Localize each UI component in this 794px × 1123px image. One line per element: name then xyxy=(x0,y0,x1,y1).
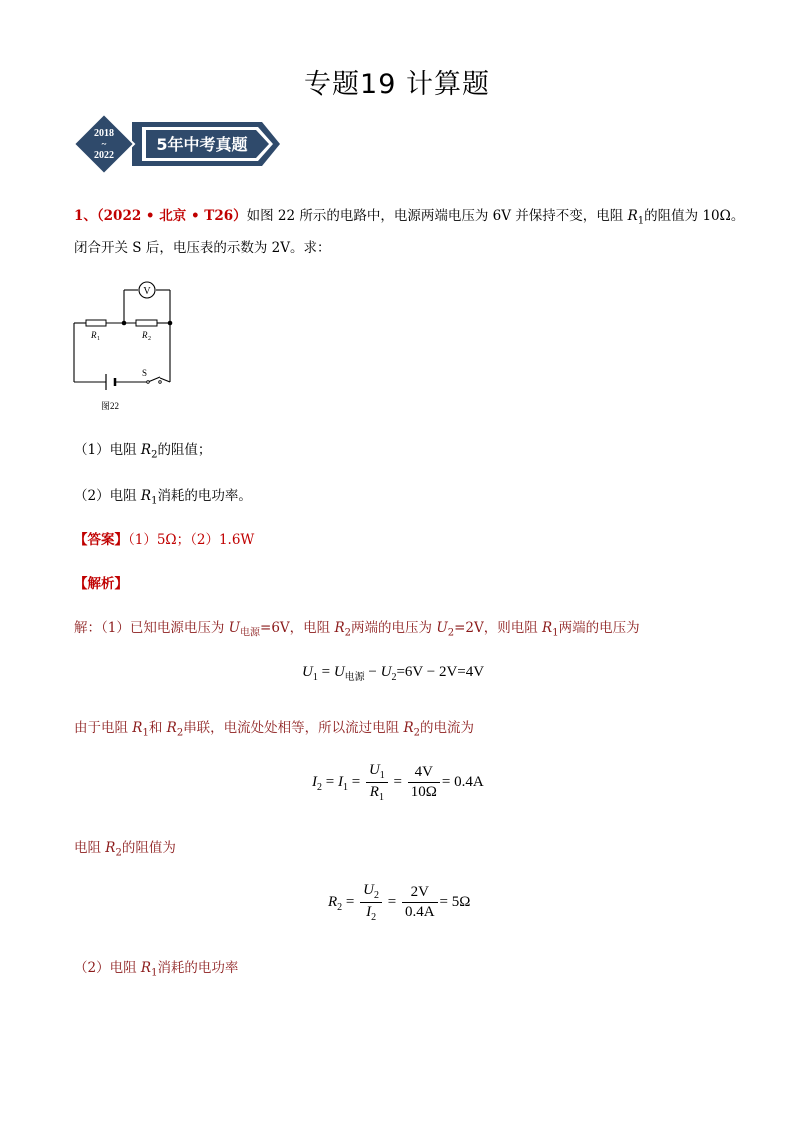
fraction-u2-i2: $\frac{U_2}{I_2}$ xyxy=(360,882,382,923)
figure-caption: 图22 xyxy=(100,401,120,411)
banner-year-sep: ~ xyxy=(101,139,107,149)
circuit-diagram xyxy=(66,278,186,414)
equation-1: $U_1 = U_{电源} - U_2=6V - 2V=4V$ xyxy=(302,664,485,683)
exam-banner xyxy=(72,112,282,176)
fraction-values: $\frac{4V}{10\Omega}$ xyxy=(408,764,440,801)
analysis-step-3: 电阻 $R_2$的阻值为 xyxy=(74,840,176,859)
sub-question-2: （2）电阻 $R_1$消耗的电功率。 xyxy=(74,488,252,507)
sub-question-1: （1）电阻 $R_2$的阻值； xyxy=(74,442,212,461)
fraction-u1-r1: $\frac{U_1}{R_1}$ xyxy=(366,762,388,803)
banner-label: 5年中考真题 xyxy=(156,135,248,154)
r1-subscript: 1 xyxy=(97,336,100,342)
analysis-step-2: 由于电阻 $R_1$和 $R_2$串联，电流处处相等，所以流过电阻 $R_2$的电流为 xyxy=(74,720,475,739)
analysis-tag: 【解析】 xyxy=(74,576,128,592)
r2-label: R xyxy=(142,330,148,340)
switch-label: S xyxy=(142,368,148,378)
banner-year-end: 2022 xyxy=(94,150,114,161)
question-number: 1、 xyxy=(74,208,97,224)
answer-tag: 【答案】 xyxy=(74,532,128,548)
resistor-r1 xyxy=(86,320,106,326)
banner-year-start: 2018 xyxy=(94,128,114,139)
r1-label: R xyxy=(91,330,97,340)
fraction-values-r2: $\frac{2V}{0.4A}$ xyxy=(402,884,438,921)
answer-text: （1）5Ω；（2）1.6W xyxy=(128,532,255,548)
analysis-step-1: 解：（1）已知电源电压为 $U_{电源}=6V$，电阻 $R_2$两端的电压为 $U_2=2V$，则电阻 $R_1$两端的电压为 xyxy=(74,620,640,639)
question-1-line-1: 1、（2022 • 北京 • T26）如图 22 所示的电路中，电源两端电压为 6V 并保持不变，电阻 $R_1$的阻值为 10Ω。 xyxy=(74,208,745,227)
equation-2: $I_2 = I_1$ = $\frac{U_1}{R_1}$ = $\frac{4V}{10\Omega}$ = 0.4A xyxy=(312,762,484,803)
banner-graphic xyxy=(72,112,282,176)
equation-3: $R_2$ = $\frac{U_2}{I_2}$ = $\frac{2V}{0.4A}$ = 5Ω xyxy=(328,882,471,923)
voltmeter-label: V xyxy=(143,286,151,297)
circuit-figure xyxy=(66,278,186,414)
question-source: （2022 • 北京 • T26） xyxy=(96,208,247,224)
r2-subscript: 2 xyxy=(148,336,151,342)
answer-line xyxy=(74,530,254,550)
question-text: 如图 22 所示的电路中，电源两端电压为 6V 并保持不变，电阻 xyxy=(246,208,628,224)
question-1-line-2: 闭合开关 S 后，电压表的示数为 2V。求： xyxy=(74,240,331,256)
page-title: 专题19 计算题 xyxy=(304,69,490,100)
resistor-r2 xyxy=(136,320,157,326)
analysis-step-4: （2）电阻 $R_1$消耗的电功率 xyxy=(74,960,239,979)
